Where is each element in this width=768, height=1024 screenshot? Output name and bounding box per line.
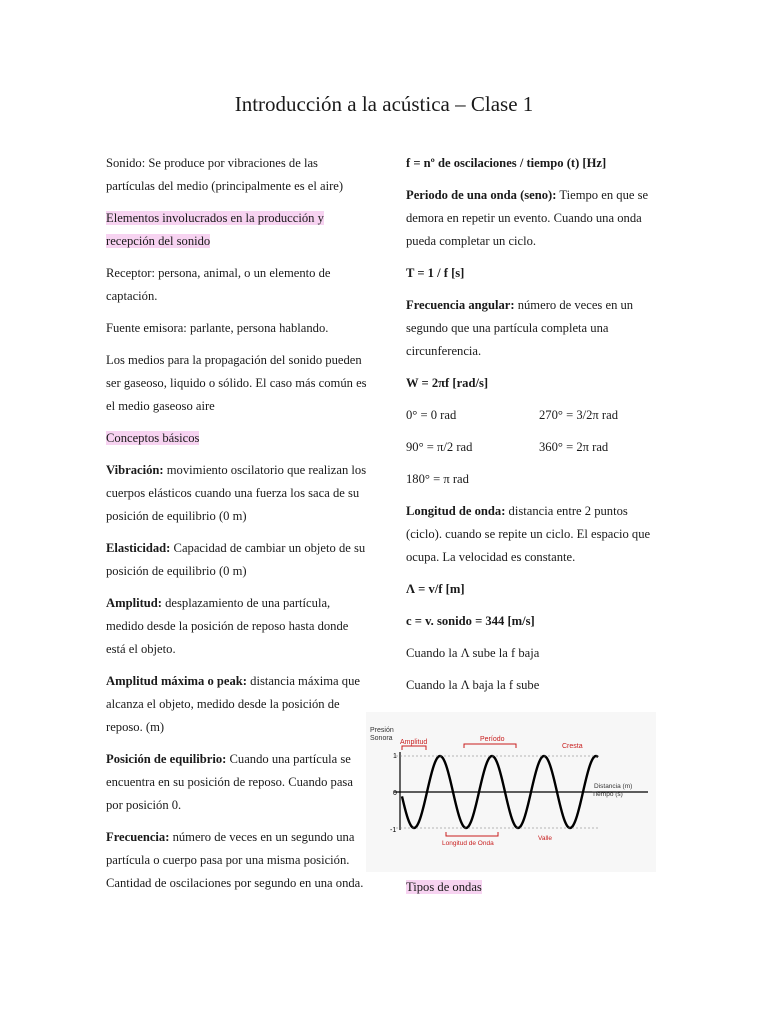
posicion-text: Cuando una partícula se encuentra en su posición de reposo. Cuando pasa por posición 0. [106, 752, 353, 812]
period-formula [406, 262, 661, 285]
conceptos-heading-text: Conceptos básicos [106, 431, 200, 445]
frequency-formula-text: f = nº de oscilaciones / tiempo (t) [Hz] [406, 156, 607, 170]
lambda-formula-text: Λ = v/f [m] [406, 582, 465, 596]
amplitud-max-term: Amplitud máxima o peak: [106, 674, 247, 688]
angle-90: 90° = π/2 rad [406, 440, 473, 454]
angle-360: 360° = 2π rad [539, 440, 609, 454]
frecuencia-definition [106, 826, 368, 895]
angle-row-1 [406, 404, 661, 427]
frecuencia-text: número de veces en un segundo una partícula o cuerpo pasa por una misma posición. Cantidad de oscilaciones por segundo en una onda. [106, 830, 364, 890]
y-tick-mid: 0 [393, 790, 397, 797]
periodo-definition [406, 184, 661, 253]
lambda-sube-line: Cuando la Λ sube la f baja [406, 646, 540, 660]
amplitud-max-text: distancia máxima que alcanza el objeto, medido desde la posición de reposo. (m) [106, 674, 360, 734]
sonido-paragraph: Sonido: Se produce por vibraciones de las partículas del medio (principalmente es el aire) [106, 156, 344, 193]
speed-formula [406, 610, 661, 633]
tipos-heading [406, 876, 482, 899]
y-tick-bot: -1 [390, 827, 397, 834]
pressure-label: Presión [370, 727, 394, 734]
right-column [406, 152, 661, 706]
fuente-paragraph: Fuente emisora: parlante, persona hablando. [106, 321, 329, 335]
time-label: Tiempo (s) [592, 791, 623, 798]
period-formula-text: T = 1 / f [s] [406, 266, 465, 280]
periodo-term: Periodo de una onda (seno): [406, 188, 557, 202]
valley-label: Valle [538, 835, 552, 842]
angular-formula [406, 372, 661, 395]
vibracion-definition [106, 459, 368, 528]
speed-formula-text: c = v. sonido = 344 [m/s] [406, 614, 535, 628]
amplitud-term: Amplitud: [106, 596, 162, 610]
longitud-text: distancia entre 2 puntos (ciclo). cuando se repite un ciclo. El espacio que ocupa. La velocidad es constante. [406, 504, 651, 564]
frec-angular-term: Frecuencia angular: [406, 298, 515, 312]
posicion-term: Posición de equilibrio: [106, 752, 227, 766]
frec-angular-text: número de veces en un segundo que una partícula completa una circunferencia. [406, 298, 634, 358]
wave-diagram-svg [366, 712, 656, 872]
angle-180: 180° = π rad [406, 472, 469, 486]
conceptos-heading [106, 427, 368, 450]
angle-row-2 [406, 436, 661, 459]
tipos-heading-text: Tipos de ondas [406, 880, 482, 894]
vibracion-text: movimiento oscilatorio que realizan los cuerpos elásticos cuando una fuerza los saca de su posición de equilibrio (0 m) [106, 463, 367, 523]
posicion-definition [106, 748, 368, 817]
left-column [106, 152, 368, 904]
angular-formula-text: W = 2πf [rad/s] [406, 376, 489, 390]
frequency-formula [406, 152, 661, 175]
frec-angular-definition [406, 294, 661, 363]
frecuencia-term: Frecuencia: [106, 830, 170, 844]
period-label: Período [480, 736, 505, 743]
vibracion-term: Vibración: [106, 463, 164, 477]
medios-paragraph: Los medios para la propagación del sonido pueden ser gaseoso, liquido o sólido. El caso más común es el medio gaseoso aire [106, 353, 367, 413]
amplitude-label: Amplitud [400, 739, 428, 746]
lambda-baja-line: Cuando la Λ baja la f sube [406, 678, 540, 692]
angle-0: 0° = 0 rad [406, 408, 457, 422]
wavelength-label: Longitud de Onda [442, 840, 494, 847]
amplitud-text: desplazamiento de una partícula, medido desde la posición de reposo hasta donde está el objeto. [106, 596, 349, 656]
receptor-paragraph: Receptor: persona, animal, o un elemento de captación. [106, 266, 331, 303]
longitud-term: Longitud de onda: [406, 504, 506, 518]
y-tick-top: 1 [393, 753, 397, 760]
distance-label: Distancia (m) [594, 783, 633, 790]
elementos-heading-text: Elementos involucrados en la producción y recepción del sonido [106, 211, 324, 248]
angle-270: 270° = 3/2π rad [539, 408, 619, 422]
elementos-heading [106, 207, 368, 253]
elasticidad-definition [106, 537, 368, 583]
elasticidad-term: Elasticidad: [106, 541, 171, 555]
elasticidad-text: Capacidad de cambiar un objeto de su posición de equilibrio (0 m) [106, 541, 366, 578]
crest-label: Cresta [562, 743, 583, 750]
periodo-text: Tiempo en que se demora en repetir un evento. Cuando una onda pueda completar un ciclo. [406, 188, 649, 248]
amplitud-definition [106, 592, 368, 661]
longitud-definition [406, 500, 661, 569]
lambda-formula [406, 578, 661, 601]
amplitud-max-definition [106, 670, 368, 739]
wave-diagram [366, 712, 656, 872]
document-title: Introducción a la acústica – Clase 1 [234, 92, 534, 116]
sonora-label: Sonora [370, 735, 393, 742]
